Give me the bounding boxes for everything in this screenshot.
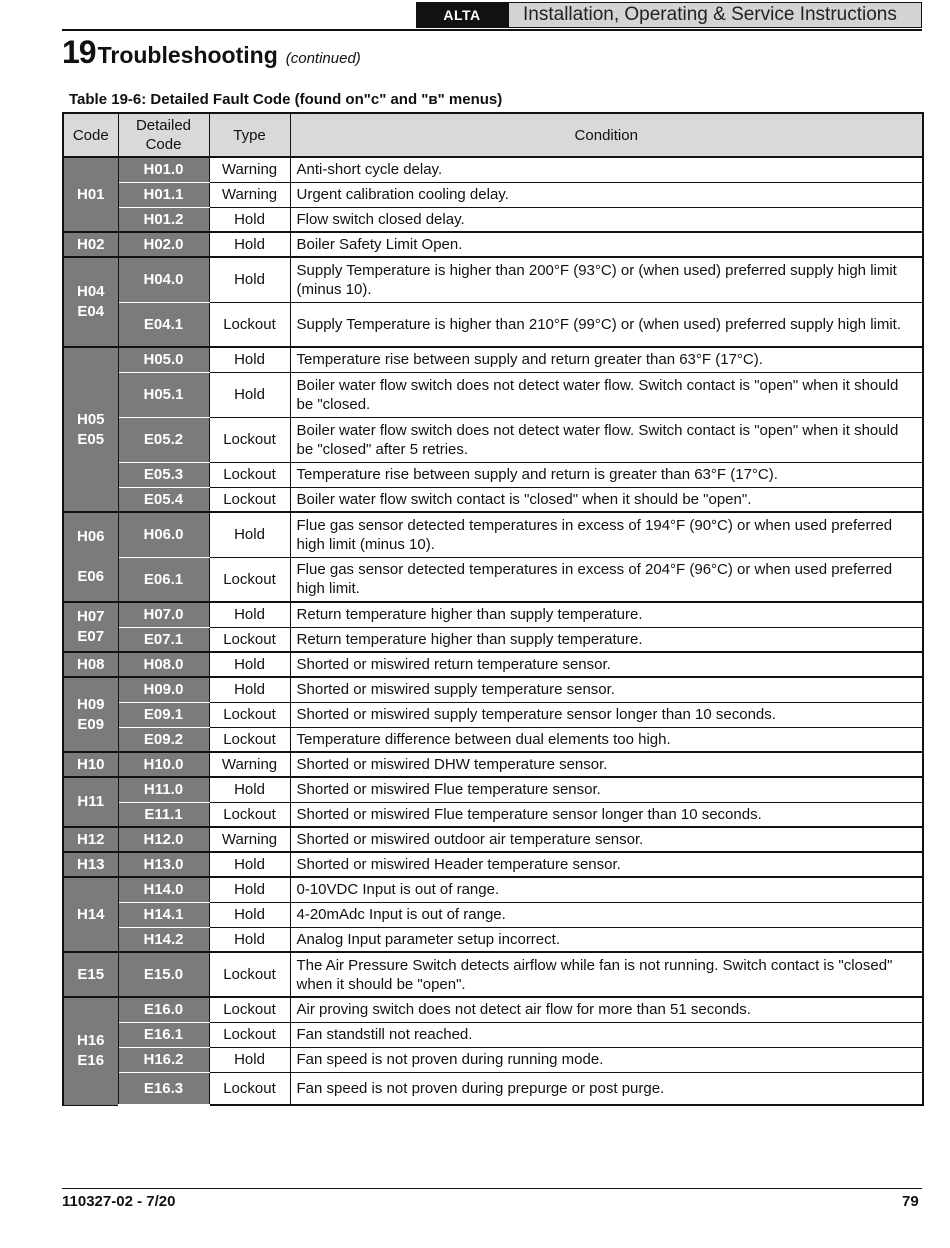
condition-cell: Flow switch closed delay. xyxy=(290,207,923,232)
type-cell: Lockout xyxy=(209,417,290,462)
column-header-condition: Condition xyxy=(290,113,923,157)
detailed-code-cell: H06.0 xyxy=(118,512,209,557)
table-row xyxy=(63,1022,923,1047)
type-cell: Hold xyxy=(209,652,290,677)
table-row xyxy=(63,997,923,1022)
condition-cell: Supply Temperature is higher than 210°F (99°C) or (when used) preferred supply high limit. xyxy=(290,302,923,347)
table-caption: Table 19-6: Detailed Fault Code (found on"ᴄ" and "ʙ" menus) xyxy=(69,91,503,108)
detailed-code-cell: H10.0 xyxy=(118,752,209,777)
table-row xyxy=(63,852,923,877)
detailed-code-cell: E16.0 xyxy=(118,997,209,1022)
header-title: Installation, Operating & Service Instructions xyxy=(508,2,922,28)
detailed-code-cell: E16.3 xyxy=(118,1072,209,1105)
type-cell: Hold xyxy=(209,257,290,302)
section-title: Troubleshooting xyxy=(97,42,278,68)
condition-cell: The Air Pressure Switch detects airflow while fan is not running. Switch contact is "closed" when it should be "open". xyxy=(290,952,923,997)
fault-code-cell: H10 xyxy=(63,752,118,777)
table-row xyxy=(63,902,923,927)
page-number: 79 xyxy=(902,1193,919,1210)
fault-code-cell: H12 xyxy=(63,827,118,852)
table-row xyxy=(63,512,923,557)
detailed-code-cell: H09.0 xyxy=(118,677,209,702)
table-row xyxy=(63,462,923,487)
detailed-code-cell: E06.1 xyxy=(118,557,209,602)
table-row xyxy=(63,487,923,512)
type-cell: Lockout xyxy=(209,997,290,1022)
table-row xyxy=(63,752,923,777)
table-row xyxy=(63,827,923,852)
detailed-code-cell: H08.0 xyxy=(118,652,209,677)
type-cell: Warning xyxy=(209,827,290,852)
condition-cell: Temperature rise between supply and return greater than 63°F (17°C). xyxy=(290,347,923,372)
fault-code-cell: H01 xyxy=(63,157,118,232)
type-cell: Hold xyxy=(209,602,290,627)
table-row xyxy=(63,702,923,727)
table-row xyxy=(63,372,923,417)
fault-code-cell: E15 xyxy=(63,952,118,997)
condition-cell: Shorted or miswired Flue temperature sensor longer than 10 seconds. xyxy=(290,802,923,827)
table-row xyxy=(63,927,923,952)
type-cell: Warning xyxy=(209,157,290,182)
condition-cell: Shorted or miswired Header temperature sensor. xyxy=(290,852,923,877)
condition-cell: Shorted or miswired outdoor air temperature sensor. xyxy=(290,827,923,852)
detailed-code-cell: H05.0 xyxy=(118,347,209,372)
detailed-code-cell: E09.1 xyxy=(118,702,209,727)
fault-code-cell: H11 xyxy=(63,777,118,827)
condition-cell: Boiler water flow switch does not detect water flow. Switch contact is "open" when it should be "closed" after 5 retries. xyxy=(290,417,923,462)
section-continued: (continued) xyxy=(285,50,361,67)
type-cell: Hold xyxy=(209,1047,290,1072)
detailed-code-cell: H14.2 xyxy=(118,927,209,952)
table-row xyxy=(63,1072,923,1105)
table-row xyxy=(63,207,923,232)
condition-cell: 0-10VDC Input is out of range. xyxy=(290,877,923,902)
condition-cell: Supply Temperature is higher than 200°F (93°C) or (when used) preferred supply high limit (minus 10). xyxy=(290,257,923,302)
detailed-code-cell: E11.1 xyxy=(118,802,209,827)
table-row xyxy=(63,627,923,652)
table-row xyxy=(63,802,923,827)
column-header-type: Type xyxy=(209,113,290,157)
type-cell: Lockout xyxy=(209,1072,290,1105)
type-cell: Lockout xyxy=(209,627,290,652)
condition-cell: Return temperature higher than supply temperature. xyxy=(290,627,923,652)
condition-cell: Shorted or miswired supply temperature sensor. xyxy=(290,677,923,702)
condition-cell: Boiler Safety Limit Open. xyxy=(290,232,923,257)
fault-code-cell: H14 xyxy=(63,877,118,952)
detailed-code-cell: E05.3 xyxy=(118,462,209,487)
condition-cell: Temperature rise between supply and return is greater than 63°F (17°C). xyxy=(290,462,923,487)
fault-code-cell: H05 E05 xyxy=(63,347,118,512)
type-cell: Lockout xyxy=(209,557,290,602)
type-cell: Hold xyxy=(209,232,290,257)
detailed-code-cell: H05.1 xyxy=(118,372,209,417)
footer-rule xyxy=(62,1188,922,1189)
condition-cell: Shorted or miswired DHW temperature sensor. xyxy=(290,752,923,777)
type-cell: Hold xyxy=(209,877,290,902)
detailed-code-cell: E16.1 xyxy=(118,1022,209,1047)
table-row xyxy=(63,877,923,902)
table-row xyxy=(63,347,923,372)
table-row xyxy=(63,602,923,627)
section-number: 19 xyxy=(62,34,96,70)
table-row xyxy=(63,157,923,182)
type-cell: Hold xyxy=(209,512,290,557)
type-cell: Lockout xyxy=(209,302,290,347)
table-row xyxy=(63,182,923,207)
type-cell: Lockout xyxy=(209,702,290,727)
fault-table-body xyxy=(63,157,923,1105)
brand-label: ALTA xyxy=(416,2,508,28)
table-header-row xyxy=(63,113,923,157)
fault-code-table xyxy=(62,112,924,1106)
type-cell: Hold xyxy=(209,347,290,372)
fault-code-cell: H08 xyxy=(63,652,118,677)
page-header xyxy=(416,2,922,30)
section-heading xyxy=(62,34,361,71)
condition-cell: 4-20mAdc Input is out of range. xyxy=(290,902,923,927)
condition-cell: Fan standstill not reached. xyxy=(290,1022,923,1047)
type-cell: Hold xyxy=(209,902,290,927)
detailed-code-cell: H12.0 xyxy=(118,827,209,852)
type-cell: Lockout xyxy=(209,802,290,827)
type-cell: Lockout xyxy=(209,952,290,997)
table-row xyxy=(63,1047,923,1072)
fault-code-cell: H06 E06 xyxy=(63,512,118,602)
column-header-detailed-code: Detailed Code xyxy=(118,113,209,157)
table-row xyxy=(63,727,923,752)
type-cell: Lockout xyxy=(209,462,290,487)
type-cell: Hold xyxy=(209,777,290,802)
table-row xyxy=(63,777,923,802)
condition-cell: Shorted or miswired supply temperature sensor longer than 10 seconds. xyxy=(290,702,923,727)
type-cell: Lockout xyxy=(209,1022,290,1047)
table-row xyxy=(63,257,923,302)
type-cell: Warning xyxy=(209,752,290,777)
condition-cell: Air proving switch does not detect air flow for more than 51 seconds. xyxy=(290,997,923,1022)
detailed-code-cell: H01.1 xyxy=(118,182,209,207)
condition-cell: Shorted or miswired return temperature sensor. xyxy=(290,652,923,677)
table-row xyxy=(63,652,923,677)
type-cell: Hold xyxy=(209,677,290,702)
detailed-code-cell: H14.0 xyxy=(118,877,209,902)
detailed-code-cell: H02.0 xyxy=(118,232,209,257)
fault-code-cell: H07 E07 xyxy=(63,602,118,652)
detailed-code-cell: E05.2 xyxy=(118,417,209,462)
detailed-code-cell: H01.2 xyxy=(118,207,209,232)
fault-code-cell: H04 E04 xyxy=(63,257,118,347)
fault-code-cell: H16 E16 xyxy=(63,997,118,1105)
detailed-code-cell: E07.1 xyxy=(118,627,209,652)
type-cell: Hold xyxy=(209,372,290,417)
condition-cell: Fan speed is not proven during prepurge or post purge. xyxy=(290,1072,923,1105)
type-cell: Hold xyxy=(209,852,290,877)
detailed-code-cell: H07.0 xyxy=(118,602,209,627)
document-number: 110327-02 - 7/20 xyxy=(62,1193,176,1210)
type-cell: Hold xyxy=(209,207,290,232)
header-rule xyxy=(62,29,922,31)
fault-code-cell: H13 xyxy=(63,852,118,877)
detailed-code-cell: E05.4 xyxy=(118,487,209,512)
column-header-code: Code xyxy=(63,113,118,157)
condition-cell: Flue gas sensor detected temperatures in excess of 204°F (96°C) or when used preferred high limit. xyxy=(290,557,923,602)
detailed-code-cell: H01.0 xyxy=(118,157,209,182)
condition-cell: Analog Input parameter setup incorrect. xyxy=(290,927,923,952)
type-cell: Lockout xyxy=(209,727,290,752)
condition-cell: Shorted or miswired Flue temperature sensor. xyxy=(290,777,923,802)
condition-cell: Anti-short cycle delay. xyxy=(290,157,923,182)
detailed-code-cell: E09.2 xyxy=(118,727,209,752)
detailed-code-cell: H16.2 xyxy=(118,1047,209,1072)
detailed-code-cell: H13.0 xyxy=(118,852,209,877)
table-row xyxy=(63,417,923,462)
detailed-code-cell: E04.1 xyxy=(118,302,209,347)
condition-cell: Flue gas sensor detected temperatures in excess of 194°F (90°C) or when used preferred high limit (minus 10). xyxy=(290,512,923,557)
type-cell: Warning xyxy=(209,182,290,207)
detailed-code-cell: H14.1 xyxy=(118,902,209,927)
table-row xyxy=(63,952,923,997)
table-row xyxy=(63,302,923,347)
table-row xyxy=(63,557,923,602)
type-cell: Lockout xyxy=(209,487,290,512)
detailed-code-cell: H04.0 xyxy=(118,257,209,302)
condition-cell: Return temperature higher than supply temperature. xyxy=(290,602,923,627)
condition-cell: Temperature difference between dual elements too high. xyxy=(290,727,923,752)
type-cell: Hold xyxy=(209,927,290,952)
fault-code-cell: H02 xyxy=(63,232,118,257)
condition-cell: Fan speed is not proven during running mode. xyxy=(290,1047,923,1072)
detailed-code-cell: E15.0 xyxy=(118,952,209,997)
condition-cell: Urgent calibration cooling delay. xyxy=(290,182,923,207)
table-row xyxy=(63,232,923,257)
table-row xyxy=(63,677,923,702)
fault-code-cell: H09 E09 xyxy=(63,677,118,752)
condition-cell: Boiler water flow switch contact is "closed" when it should be "open". xyxy=(290,487,923,512)
condition-cell: Boiler water flow switch does not detect water flow. Switch contact is "open" when it should be "closed. xyxy=(290,372,923,417)
detailed-code-cell: H11.0 xyxy=(118,777,209,802)
